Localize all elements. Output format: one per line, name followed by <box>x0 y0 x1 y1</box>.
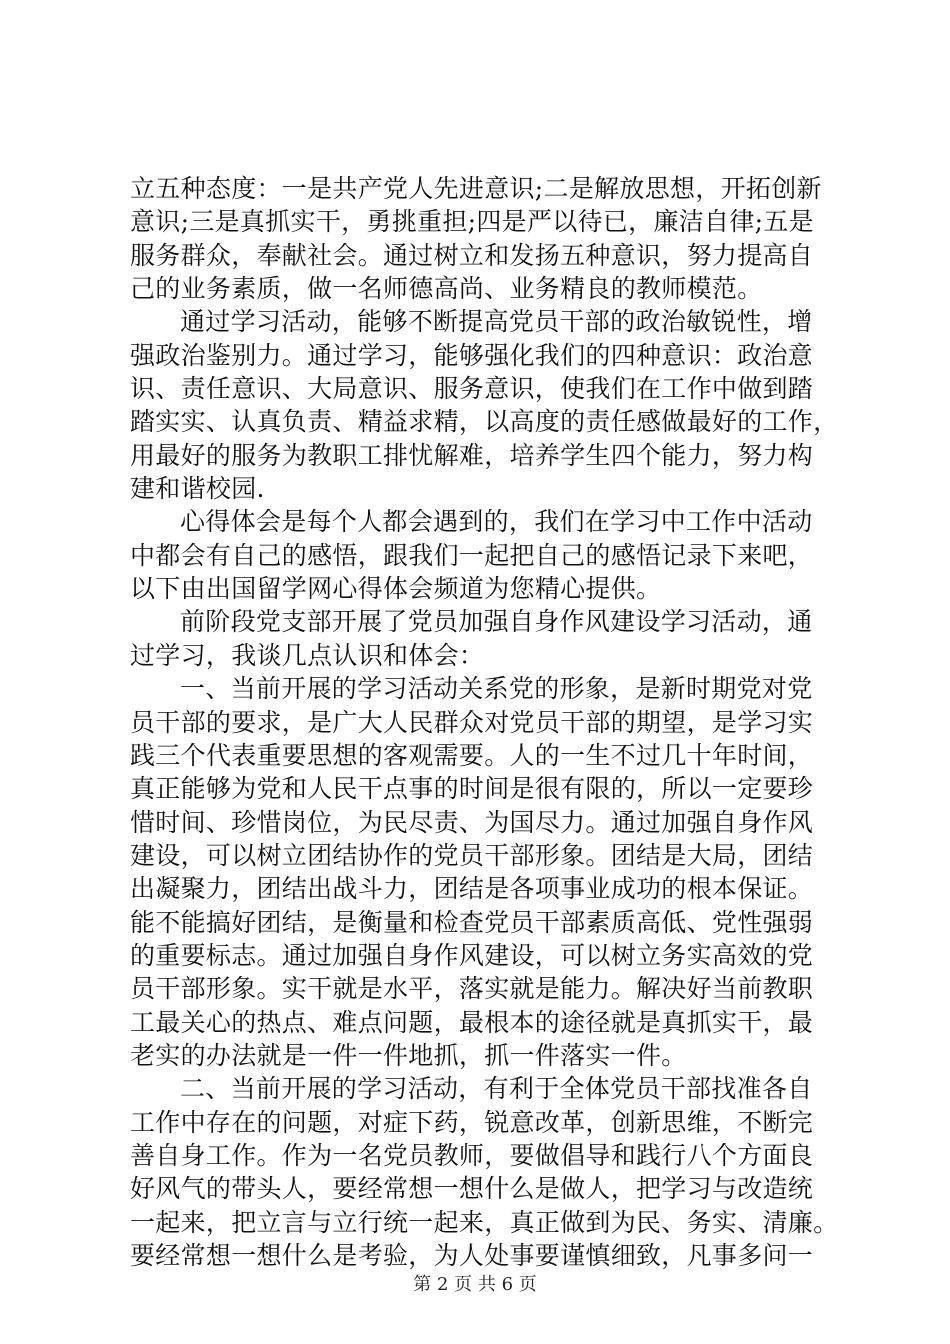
text-line: 用最好的服务为教职工排忧解难，培养学生四个能力，努力构 <box>130 440 814 470</box>
text-line: 要经常想一想什么是考验，为人处事要谨慎细致，凡事多问一 <box>130 1241 814 1270</box>
text-line: 践三个代表重要思想的客观需要。人的一生不过几十年时间， <box>130 740 814 770</box>
text-line: 员干部的要求，是广大人民群众对党员干部的期望，是学习实 <box>130 707 814 737</box>
text-line: 工最关心的热点、难点问题，最根本的途径就是真抓实干，最 <box>130 1007 814 1037</box>
text-line: 识、责任意识、大局意识、服务意识，使我们在工作中做到踏 <box>130 374 814 404</box>
text-line: 一起来，把立言与立行统一起来，真正做到为民、务实、清廉。 <box>130 1207 839 1237</box>
text-line: 己的业务素质，做一名师德高尚、业务精良的教师模范。 <box>130 274 763 304</box>
text-line: 服务群众，奉献社会。通过树立和发扬五种意识，努力提高自 <box>130 240 814 270</box>
text-line: 好风气的带头人，要经常想一想什么是做人，把学习与改造统 <box>130 1174 814 1204</box>
text-line: 的重要标志。通过加强自身作风建设，可以树立务实高效的党 <box>130 940 814 970</box>
text-line: 中都会有自己的感悟，跟我们一起把自己的感悟记录下来吧， <box>130 540 814 570</box>
text-line: 心得体会是每个人都会遇到的，我们在学习中工作中活动 <box>180 507 813 537</box>
text-line: 建设，可以树立团结协作的党员干部形象。团结是大局，团结 <box>130 840 814 870</box>
text-line: 能不能搞好团结，是衡量和检查党员干部素质高低、党性强弱 <box>130 907 814 937</box>
text-line: 老实的办法就是一件一件地抓，抓一件落实一件。 <box>130 1040 687 1070</box>
text-line: 立五种态度：一是共产党人先进意识;二是解放思想，开拓创新 <box>130 174 822 203</box>
text-line: 强政治鉴别力。通过学习，能够强化我们的四种意识：政治意 <box>130 340 814 370</box>
text-line: 善自身工作。作为一名党员教师，要做倡导和践行八个方面良 <box>130 1140 814 1170</box>
text-line: 员干部形象。实干就是水平，落实就是能力。解决好当前教职 <box>130 974 814 1004</box>
document-body <box>130 172 839 1272</box>
text-line: 通过学习活动，能够不断提高党员干部的政治敏锐性，增 <box>180 307 813 337</box>
text-line: 意识;三是真抓实干，勇挑重担;四是严以待已，廉洁自律;五是 <box>130 207 814 237</box>
text-line: 惜时间、珍惜岗位，为民尽责、为国尽力。通过加强自身作风 <box>130 807 814 837</box>
text-line: 以下由出国留学网心得体会频道为您精心提供。 <box>130 574 662 604</box>
text-line: 真正能够为党和人民干点事的时间是很有限的，所以一定要珍 <box>130 774 814 804</box>
text-line: 建和谐校园. <box>130 474 265 504</box>
text-line: 一、当前开展的学习活动关系党的形象，是新时期党对党 <box>180 674 813 704</box>
page-number-footer: 第 2 页 共 6 页 <box>413 1274 537 1295</box>
text-line: 过学习，我谈几点认识和体会： <box>130 640 485 670</box>
text-line: 二、当前开展的学习活动，有利于全体党员干部找准各自 <box>180 1074 813 1104</box>
text-line: 踏实实、认真负责、精益求精，以高度的责任感做最好的工作， <box>130 407 839 437</box>
text-line: 出凝聚力，团结出战斗力，团结是各项事业成功的根本保证。 <box>130 874 814 904</box>
text-line: 工作中存在的问题，对症下药，锐意改革，创新思维，不断完 <box>130 1107 814 1137</box>
text-line: 前阶段党支部开展了党员加强自身作风建设学习活动，通 <box>180 607 813 637</box>
